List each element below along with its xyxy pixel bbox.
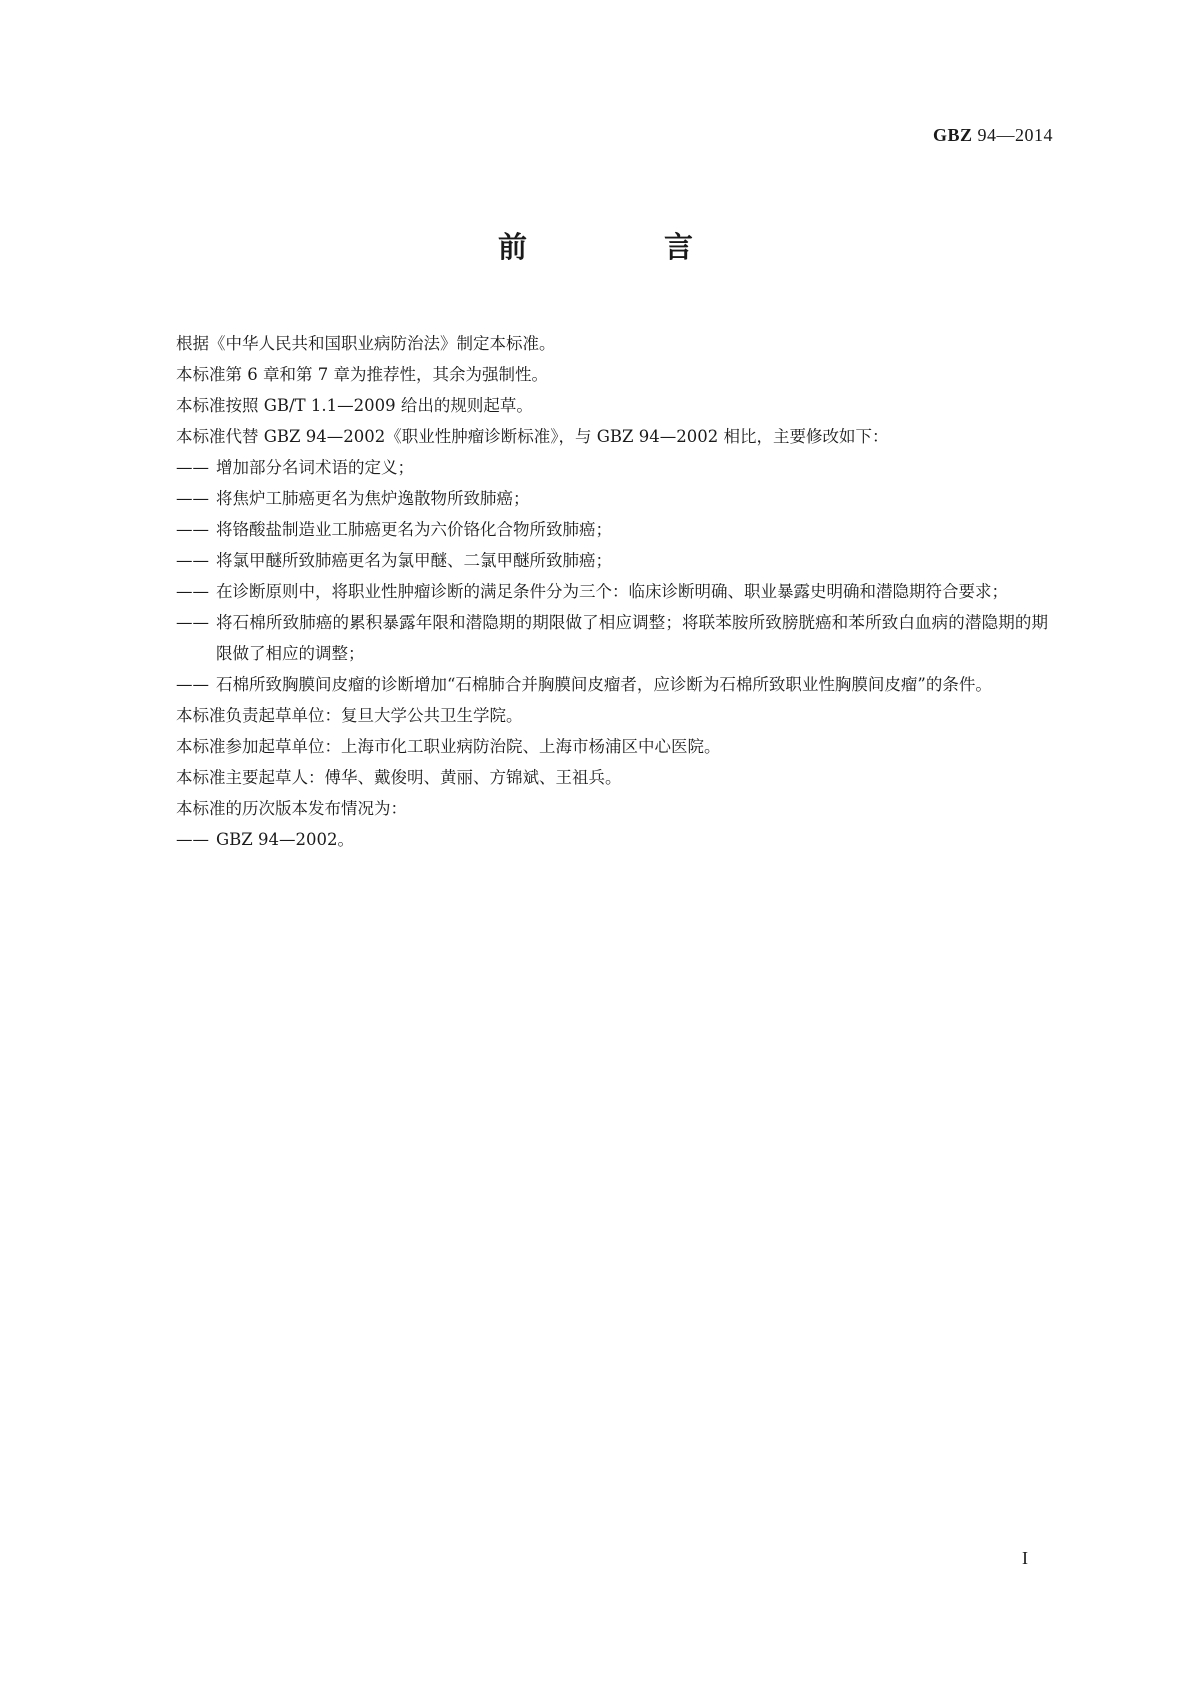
paragraph-nature: 本标准第 6 章和第 7 章为推荐性，其余为强制性。 [176,365,548,384]
change-item-text: 将氯甲醚所致肺癌更名为氯甲醚、二氯甲醚所致肺癌； [216,551,612,570]
standard-code-prefix: GBZ [932,125,973,145]
paragraph-history-heading: 本标准的历次版本发布情况为： [176,799,407,818]
dash-marker: —— [176,520,209,539]
change-item-text: 增加部分名词术语的定义； [216,458,414,477]
dash-marker: —— [176,489,209,508]
paragraph-replacement: 本标准代替 GBZ 94—2002《职业性肿瘤诊断标准》，与 GBZ 94—2002 相比，主要修改如下： [176,427,889,446]
page-number: I [1022,1548,1028,1568]
paragraph-responsible-unit: 本标准负责起草单位：复旦大学公共卫生学院。 [176,706,523,725]
paragraph-legal-basis: 根据《中华人民共和国职业病防治法》制定本标准。 [176,334,556,353]
history-item [176,824,1048,855]
dash-marker: —— [176,458,209,477]
change-item [176,452,1048,483]
change-item [176,607,1048,669]
paragraph-drafters: 本标准主要起草人：傅华、戴俊明、黄丽、方锦斌、王祖兵。 [176,768,622,787]
standard-code-number: 94—2014 [977,125,1053,145]
change-item [176,514,1048,545]
change-item-text: 将铬酸盐制造业工肺癌更名为六价铬化合物所致肺癌； [216,520,612,539]
change-item [176,545,1048,576]
change-item-text: 将焦炉工肺癌更名为焦炉逸散物所致肺癌； [216,489,530,508]
dash-marker: —— [176,675,209,694]
change-item-text: 石棉所致胸膜间皮瘤的诊断增加“石棉肺合并胸膜间皮瘤者，应诊断为石棉所致职业性胸膜间皮瘤”的条件。 [216,675,992,694]
change-item [176,576,1048,607]
standard-code [933,125,1053,146]
dash-marker: —— [176,551,209,570]
change-item-text: 将石棉所致肺癌的累积暴露年限和潜隐期的期限做了相应调整；将联苯胺所致膀胱癌和苯所致白血病的潜隐期的期限做了相应的调整； [216,613,1048,663]
dash-marker: —— [176,582,209,601]
dash-marker: —— [176,613,209,632]
change-item [176,483,1048,514]
history-item-text: GBZ 94—2002。 [216,830,355,849]
paragraph-drafting-rules: 本标准按照 GB/T 1.1—2009 给出的规则起草。 [176,396,533,415]
change-item [176,669,1048,700]
change-item-text: 在诊断原则中，将职业性肿瘤诊断的满足条件分为三个：临床诊断明确、职业暴露史明确和潜隐期符合要求； [216,582,1008,601]
dash-marker: —— [176,830,209,849]
paragraph-participating-units: 本标准参加起草单位：上海市化工职业病防治院、上海市杨浦区中心医院。 [176,737,721,756]
page-title: 前 言 [497,230,747,264]
foreword-body [176,328,1048,855]
